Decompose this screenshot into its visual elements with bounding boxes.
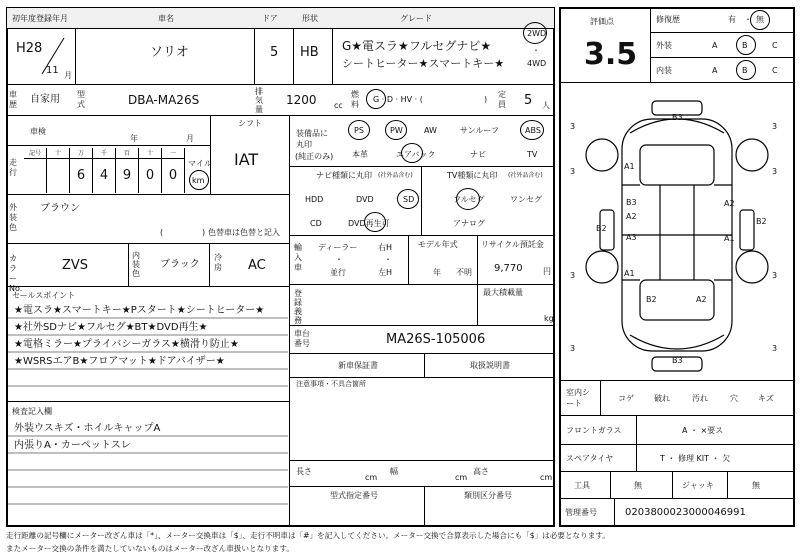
jack-value: 無 <box>752 481 760 490</box>
month-value: 11 <box>46 65 59 76</box>
dim-height: 高さ <box>473 467 489 476</box>
mileage-digit-cell: 4 <box>93 159 116 193</box>
tv-analog: アナログ <box>453 219 485 228</box>
repair-have: 有 <box>728 15 736 24</box>
year-reg-label: 初年度登録年月 <box>12 14 68 23</box>
import-left: 左H <box>378 268 393 277</box>
damage-mark: B2 <box>756 217 767 226</box>
inspection-month: 月 <box>186 134 194 143</box>
spare-value: T ・ 修理 KIT ・ 欠 <box>660 454 731 463</box>
mileage-digit-header: 十 <box>139 148 162 159</box>
mileage-digit-header: 一 <box>162 148 185 159</box>
mileage-digit-header: 記号 <box>24 148 47 159</box>
name-label: 車名 <box>158 14 174 23</box>
disp-value: 1200 <box>286 93 317 107</box>
tv-fullseg: フルセグ <box>453 195 485 204</box>
mileage-digit-cell: 0 <box>162 159 185 193</box>
inspection-label: 車検 <box>30 127 46 136</box>
payload-label: 最大積載量 <box>483 288 523 297</box>
mileage-digit-cell <box>24 159 47 193</box>
grade-line1: G★電スラ★フルセグナビ★ <box>342 39 492 53</box>
int-c: C <box>772 66 778 75</box>
grade-line2: シートヒーター★スマートキー★ <box>342 57 505 70</box>
use-value: 自家用 <box>30 94 60 105</box>
color-note-open: ( <box>160 228 164 237</box>
cap-label: 定員 <box>498 90 506 109</box>
recycle-label: リサイクル預託金 <box>481 240 544 249</box>
score-value: 3.5 <box>584 37 638 72</box>
equip-airbag: エアバック <box>396 150 436 159</box>
fuel-close: ) <box>484 95 488 104</box>
registration-label: 登録義務 <box>294 289 302 325</box>
inspector-line: 内張りA・カーペットスレ <box>14 440 131 451</box>
sale-points-rules <box>8 300 288 400</box>
dim-width-unit: cm <box>455 473 468 482</box>
drive-dot: ・ <box>532 46 540 55</box>
interior-yogore: 汚れ <box>692 394 708 403</box>
import-right: 右H <box>378 243 393 252</box>
color-no-label: カラーNo. <box>9 254 23 293</box>
notes-box <box>289 377 555 461</box>
car-name: ソリオ <box>150 45 189 60</box>
dims-box <box>289 460 555 487</box>
front-glass-label: フロントガラス <box>566 426 622 435</box>
bracket-label: 3 <box>570 122 576 131</box>
tv-sub: (社外品含む) <box>508 172 543 179</box>
tools-value: 無 <box>634 481 642 490</box>
equip-aw: AW <box>424 126 437 135</box>
model-value: DBA-MA26S <box>128 93 200 107</box>
footer-line1: 走行距離の記号欄にメーター改ざん車は「*」、メーター交換車は「$」、走行不明車は「#」を記入してください。メーター交換で合算表示した場合にも「$」は必要となります。 <box>6 531 610 540</box>
mileage-digit-cell <box>47 159 70 193</box>
bracket-label: 3 <box>570 344 576 353</box>
model-year-unit: 年 <box>433 268 441 277</box>
damage-mark: A2 <box>724 199 735 208</box>
import-label: 輸入車 <box>294 243 302 272</box>
fuel-options: G · D · HV · ( <box>373 95 423 104</box>
color-note-close: ) <box>202 228 206 237</box>
mileage-digit-header: 千 <box>93 148 116 159</box>
damage-mark: A2 <box>626 212 637 221</box>
damage-mark: B3 <box>672 113 683 122</box>
shape-label: 形状 <box>302 14 318 23</box>
ext-label: 外装 <box>656 41 672 50</box>
chassis-value: MA26S-105006 <box>386 332 486 347</box>
recycle-value: 9,770 <box>494 263 523 274</box>
mgmt-label: 管理番号 <box>565 508 597 517</box>
navi-dvd: DVD <box>356 195 374 204</box>
footer-line2: またメーター交換の条件を満たしていないものはメーター改ざん車扱いとなります。 <box>6 544 294 553</box>
model-year-unknown: 不明 <box>456 268 472 277</box>
color-label: 外装色 <box>9 203 17 232</box>
ext-c: C <box>772 41 778 50</box>
type-designation-label: 型式指定番号 <box>330 491 378 500</box>
damage-mark: A3 <box>626 233 637 242</box>
interior-koge: コゲ <box>618 394 634 403</box>
ac-value: AC <box>248 258 266 273</box>
tools-label: 工具 <box>574 481 590 490</box>
mileage-digit-header: 百 <box>116 148 139 159</box>
equipment-label: 装備品に丸印 <box>296 129 328 149</box>
recycle-unit: 円 <box>543 267 551 276</box>
sale-point-line: ★電格ミラー★プライバシーガラス★横滑り防止★ <box>14 339 239 350</box>
dim-height-unit: cm <box>540 473 553 482</box>
row2 <box>6 84 555 116</box>
mileage-digit-header: 万 <box>70 148 93 159</box>
warranty-manual-label: 取扱説明書 <box>470 361 510 370</box>
color-value: ブラウン <box>40 203 80 214</box>
int-a: A <box>712 66 718 75</box>
header-row <box>6 7 555 29</box>
bracket-label: 3 <box>570 167 576 176</box>
sale-points-label: セールスポイント <box>12 291 76 300</box>
navi-sub: (社外品含む) <box>378 172 413 179</box>
import-dot2: ・ <box>384 255 392 264</box>
jack-label: ジャッキ <box>682 481 714 490</box>
score-label: 評価点 <box>590 17 614 26</box>
equipment-sub: (純正のみ) <box>295 152 334 161</box>
mileage-digit-cell: 0 <box>139 159 162 193</box>
damage-mark: A1 <box>624 269 635 278</box>
bracket-label: 3 <box>570 271 576 280</box>
mileage-label: 走行 <box>9 158 17 177</box>
sale-point-line: ★社外SDナビ★フルセグ★BT★DVD再生★ <box>14 322 208 333</box>
notes-label: 注意事項・不具合箇所 <box>296 380 366 388</box>
mileage-digit-header: 十 <box>47 148 70 159</box>
interior-ana: 穴 <box>730 394 738 403</box>
equip-navi: ナビ <box>470 150 486 159</box>
ac-label: 冷房 <box>214 253 222 272</box>
shape-value: HB <box>300 45 319 60</box>
import-dealer: ディーラー <box>318 243 358 252</box>
damage-mark: B3 <box>672 356 683 365</box>
equip-leather: 本革 <box>352 150 368 159</box>
interior-color-label: 内装色 <box>132 251 140 278</box>
navi-sd: SD <box>403 195 415 204</box>
chassis-label: 車台番号 <box>294 329 310 348</box>
model-year-label: モデル年式 <box>418 240 458 249</box>
bracket-label: 3 <box>772 122 778 131</box>
model-label: 型式 <box>77 90 85 109</box>
equip-abs: ABS <box>525 126 541 135</box>
repair-label: 修復歴 <box>656 15 680 24</box>
interior-label: 室内シート <box>566 388 590 408</box>
ext-a: A <box>712 41 718 50</box>
payload-unit: kg <box>544 314 554 323</box>
drive-4wd: 4WD <box>527 59 547 68</box>
mileage-digit-cell: 6 <box>70 159 93 193</box>
grade-label: グレード <box>400 14 432 23</box>
sale-point-line: ★WSRSエアB★フロアマット★ドアバイザー★ <box>14 356 225 367</box>
inspection-year: 年 <box>130 134 138 143</box>
use-label: 車歴 <box>9 90 17 109</box>
damage-mark: A1 <box>724 234 735 243</box>
cap-value: 5 <box>524 93 533 108</box>
interior-color-value: ブラック <box>160 259 200 270</box>
era-year: H28 <box>16 41 43 56</box>
door-label: ドア <box>262 14 278 23</box>
damage-mark: B3 <box>626 198 637 207</box>
dim-length: 長さ <box>296 467 312 476</box>
color-note: 色替車は色替と記入 <box>208 228 280 237</box>
ext-b: B <box>742 41 748 50</box>
disp-unit: cc <box>334 101 343 110</box>
navi-cd: CD <box>310 219 322 228</box>
tv-oneseg: ワンセグ <box>510 195 542 204</box>
sale-point-line: ★電スラ★スマートキー★Pスタート★シートヒーター★ <box>14 305 265 316</box>
disp-label: 排気量 <box>255 87 263 114</box>
spare-label: スペアタイヤ <box>566 454 614 463</box>
damage-mark: A1 <box>624 162 635 171</box>
km-label: km <box>192 176 205 185</box>
type-category-label: 類別区分番号 <box>464 491 512 500</box>
color-no-value: ZVS <box>62 258 89 273</box>
fuel-label: 燃料 <box>351 90 359 109</box>
int-b: B <box>742 66 748 75</box>
repair-sep: ・ <box>744 15 752 24</box>
shift-value: IAT <box>234 150 259 169</box>
equip-sunroof: サンルーフ <box>460 126 499 135</box>
mgmt-value: 0203800023000046991 <box>625 507 746 518</box>
damage-mark: B2 <box>596 224 607 233</box>
import-dot: ・ <box>335 255 343 264</box>
equip-tv: TV <box>527 150 538 159</box>
mileage-digit-cell: 9 <box>116 159 139 193</box>
interior-yabure: 破れ <box>654 394 670 403</box>
front-glass-value: A ・ ×要ス <box>682 426 724 435</box>
inspector-line: 外装ウスキズ・ホイルキャップA <box>14 423 161 434</box>
bracket-label: 3 <box>772 344 778 353</box>
navi-label: ナビ種類に丸印 <box>316 171 372 180</box>
interior-kizu: キズ <box>758 394 774 403</box>
repair-none: 無 <box>756 15 764 24</box>
import-parallel: 並行 <box>330 268 346 277</box>
warranty-new-label: 新車保証書 <box>338 361 378 370</box>
shift-label: シフト <box>238 119 262 128</box>
tv-label: TV種類に丸印 <box>447 171 498 180</box>
dim-width: 幅 <box>390 467 398 476</box>
mile-label: マイル <box>188 159 212 168</box>
equip-pw: PW <box>390 126 403 135</box>
dim-length-unit: cm <box>365 473 378 482</box>
inspector-rules <box>8 418 288 524</box>
navi-dvd-play: DVD再生可 <box>348 219 390 228</box>
bracket-label: 3 <box>772 271 778 280</box>
damage-mark: A2 <box>696 295 707 304</box>
doors-value: 5 <box>270 45 279 60</box>
inspector-label: 検査記入欄 <box>12 407 52 416</box>
damage-mark: B2 <box>646 295 657 304</box>
bracket-label: 3 <box>772 167 778 176</box>
month-unit: 月 <box>64 71 72 80</box>
cap-unit: 人 <box>542 101 550 110</box>
drive-2wd: 2WD <box>527 29 547 38</box>
navi-hdd: HDD <box>305 195 324 204</box>
equip-ps: PS <box>354 126 364 135</box>
int-label: 内装 <box>656 66 672 75</box>
